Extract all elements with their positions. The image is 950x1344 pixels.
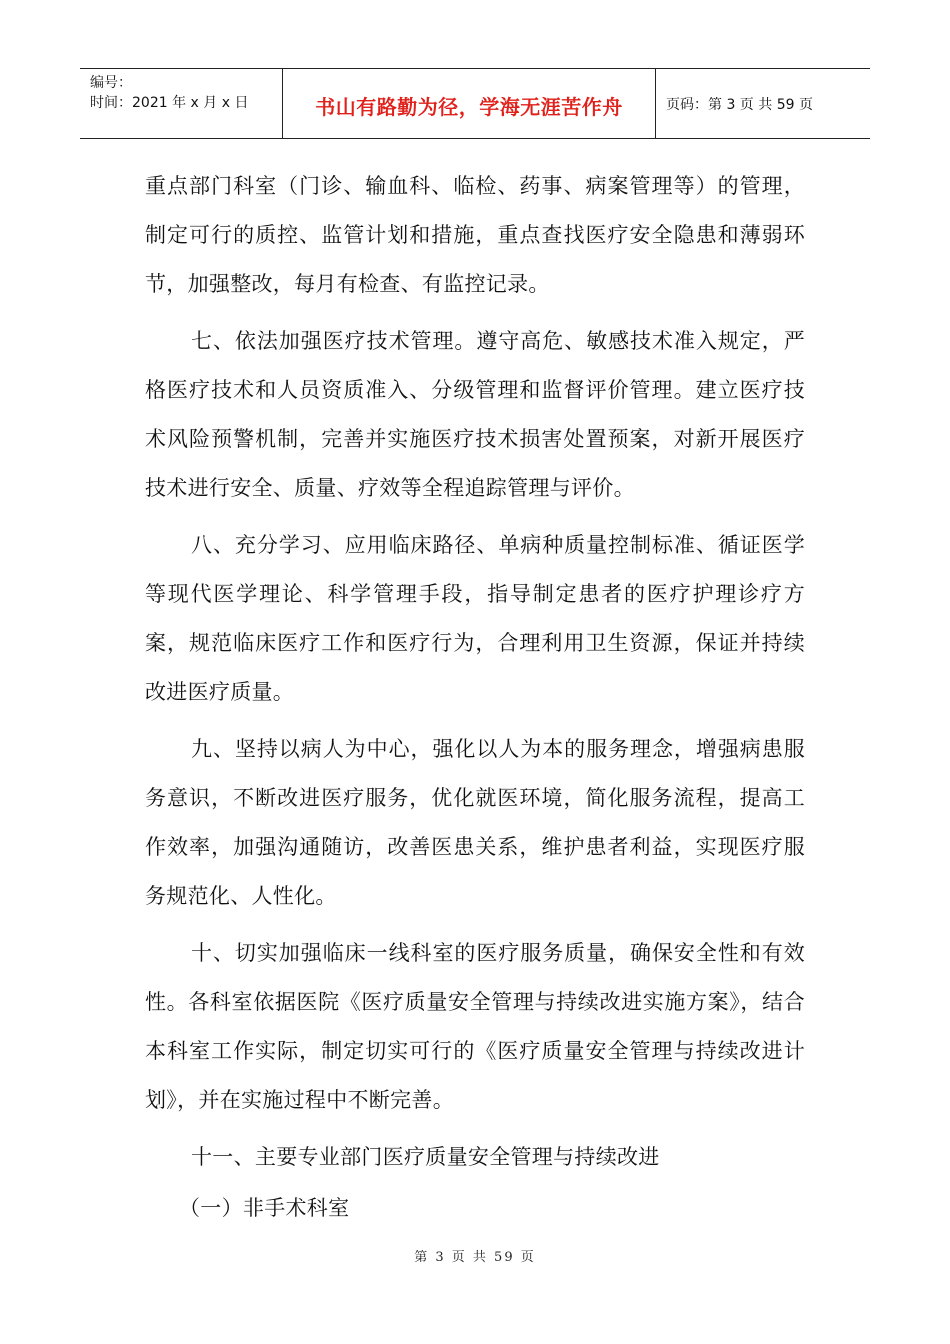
- document-date-label: 时间：2021 年 x 月 x 日: [90, 95, 249, 111]
- body-paragraph: 十、切实加强临床一线科室的医疗服务质量，确保安全性和有效性。各科室依据医院《医疗质量安全管理与持续改进实施方案》，结合本科室工作实际，制定切实可行的《医疗质量安全管理与持续改进计划》，并在实施过程中不断完善。: [145, 941, 805, 1112]
- body-paragraph: 八、充分学习、应用临床路径、单病种质量控制标准、循证医学等现代医学理论、科学管理手段，指导制定患者的医疗护理诊疗方案，规范临床医疗工作和医疗行为，合理利用卫生资源，保证并持续改进医疗质量。: [145, 533, 805, 704]
- document-header: [80, 68, 870, 139]
- header-motto-cell: [283, 69, 656, 138]
- header-motto: 书山有路勤为径，学海无涯苦作舟: [315, 95, 623, 119]
- body-paragraph: 七、依法加强医疗技术管理。遵守高危、敏感技术准入规定，严格医疗技术和人员资质准入、分级管理和监督评价管理。建立医疗技术风险预警机制，完善并实施医疗技术损害处置预案，对新开展医疗技术进行安全、质量、疗效等全程追踪管理与评价。: [145, 329, 805, 500]
- body-paragraph: 重点部门科室（门诊、输血科、临检、药事、病案管理等）的管理，制定可行的质控、监管计划和措施，重点查找医疗安全隐患和薄弱环节，加强整改，每月有检查、有监控记录。: [145, 174, 805, 296]
- document-number-label: 编号：: [90, 75, 132, 91]
- body-paragraph: 九、坚持以病人为中心，强化以人为本的服务理念，增强病患服务意识，不断改进医疗服务，优化就医环境，简化服务流程，提高工作效率，加强沟通随访，改善医患关系，维护患者利益，实现医疗服务规范化、人性化。: [145, 737, 805, 908]
- page-footer: 第 3 页 共 59 页: [414, 1250, 536, 1265]
- subsection-heading: （一）非手术科室: [179, 1196, 350, 1220]
- section-heading: 十一、主要专业部门医疗质量安全管理与持续改进: [191, 1145, 660, 1169]
- header-meta-cell: [80, 69, 283, 138]
- header-page-info: 页码：第 3 页 共 59 页: [666, 96, 813, 113]
- document-body: [145, 162, 805, 1233]
- header-page-cell: [656, 69, 870, 138]
